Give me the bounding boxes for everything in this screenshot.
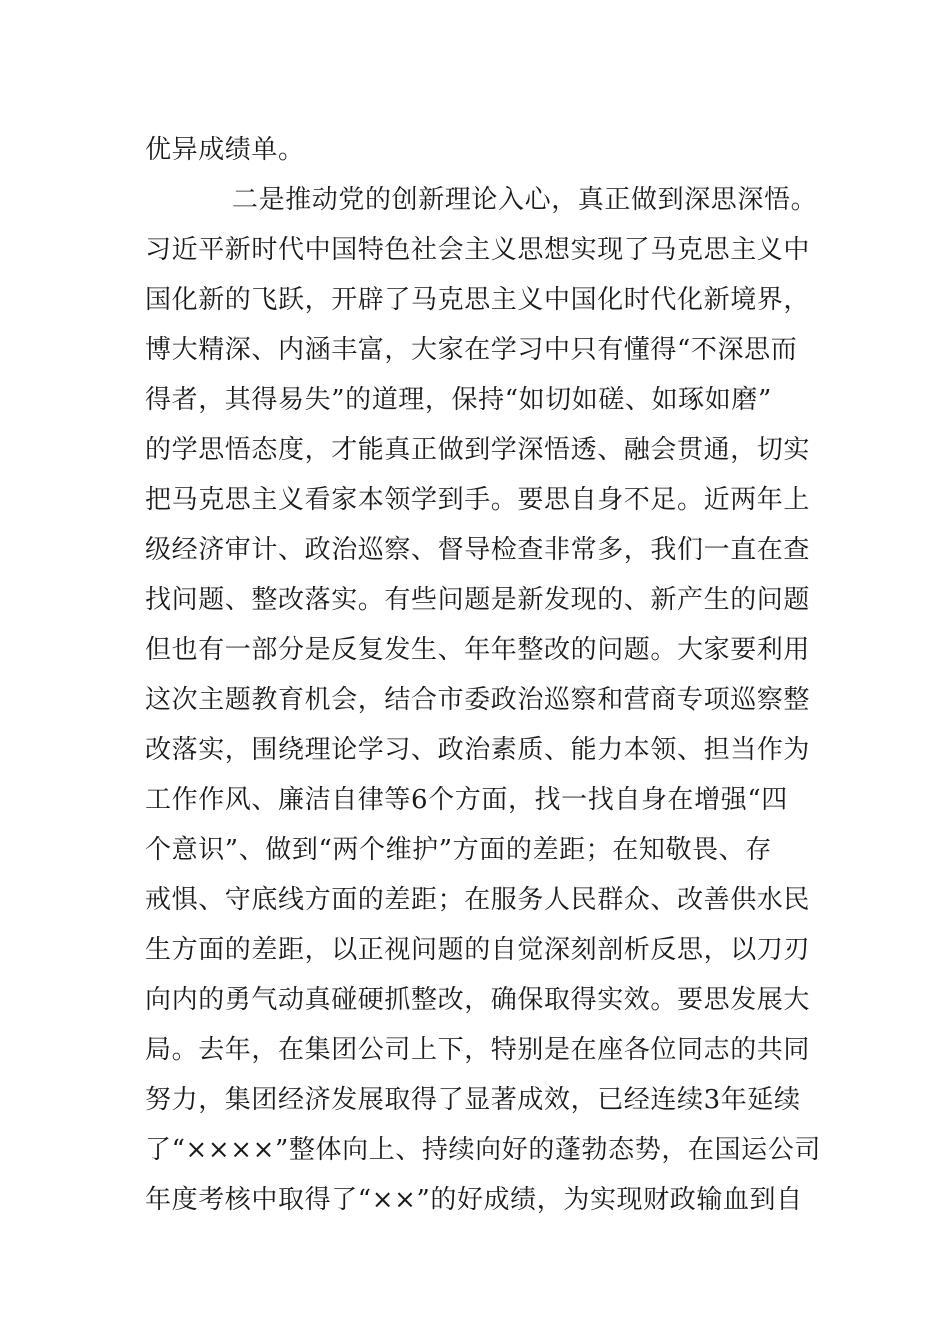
text-line: 级经济审计、政治巡察、督导检查非常多，我们一直在查 (145, 535, 811, 565)
text-line: 戒惧、守底线方面的差距；在服务人民群众、改善供水民 (145, 885, 811, 915)
text-line: 改落实，围绕理论学习、政治素质、能力本领、担当作为 (145, 735, 811, 765)
text-line: 得者，其得易失”的道理，保持“如切如磋、如琢如磨” (145, 385, 772, 415)
text-line: 但也有一部分是反复发生、年年整改的问题。大家要利用 (145, 635, 811, 665)
text-line: 这次主题教育机会，结合市委政治巡察和营商专项巡察整 (145, 685, 811, 715)
text-line: 工作作风、廉洁自律等6个方面，找一找自身在增强“四 (145, 785, 788, 815)
text-line: 国化新的飞跃，开辟了马克思主义中国化时代化新境界， (145, 285, 811, 315)
text-line: 博大精深、内涵丰富，大家在学习中只有懂得“不深思而 (145, 335, 798, 365)
text-line: 努力，集团经济发展取得了显著成效，已经连续3年延续 (145, 1085, 801, 1115)
paragraph-heading-line: 二是推动党的创新理论入心，真正做到深思深悟。 (232, 185, 818, 215)
text-line: 局。去年，在集团公司上下，特别是在座各位同志的共同 (145, 1035, 811, 1065)
text-line: 了“××××”整体向上、持续向好的蓬勃态势，在国运公司 (145, 1135, 821, 1165)
text-line: 年度考核中取得了“××”的好成绩，为实现财政输血到自 (145, 1185, 803, 1215)
text-line: 把马克思主义看家本领学到手。要思自身不足。近两年上 (145, 485, 811, 515)
text-line: 的学思悟态度，才能真正做到学深悟透、融会贯通，切实 (145, 435, 811, 465)
text-line: 向内的勇气动真碰硬抓整改，确保取得实效。要思发展大 (145, 985, 811, 1015)
text-line: 个意识”、做到“两个维护”方面的差距；在知敬畏、存 (145, 835, 772, 865)
text-line: 习近平新时代中国特色社会主义思想实现了马克思主义中 (145, 235, 811, 265)
text-line: 优异成绩单。 (145, 135, 305, 165)
text-line: 生方面的差距，以正视问题的自觉深刻剖析反思，以刀刃 (145, 935, 811, 965)
text-line: 找问题、整改落实。有些问题是新发现的、新产生的问题 (145, 585, 811, 615)
